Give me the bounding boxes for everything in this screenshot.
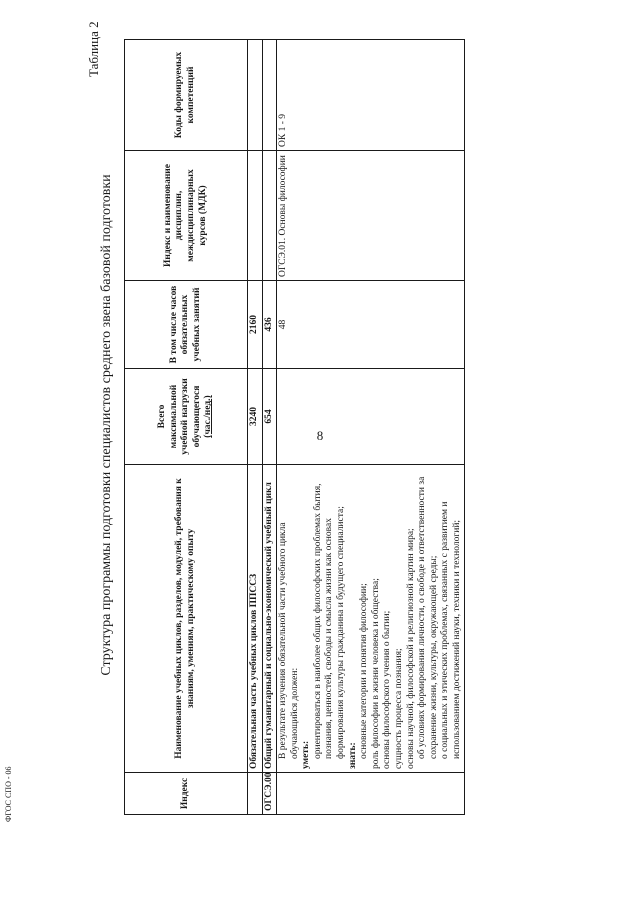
znat-label: знать: — [347, 742, 358, 769]
page-number: 8 — [316, 428, 324, 443]
znat-item: о социальных и этических проблемах, связанных с развитием и использованием достижений науки, техники и технологий; — [440, 501, 462, 759]
cell-ogse-01-discipline: ОГСЭ.01. Основы философии — [277, 151, 465, 281]
cell-ogse-index: ОГСЭ.00 — [262, 773, 277, 815]
table-row-ogse — [262, 40, 277, 815]
header-name: Наименование учебных циклов, разделов, модулей, требования к знаниям, умениям, практическому опыту — [125, 465, 248, 773]
znat-item: об условиях формирования личности, о свободе и ответственности за сохранение жизни, культуры, окружающей среды; — [417, 476, 439, 759]
znat-item: роль философии в жизни человека и общества; — [370, 578, 381, 769]
header-max-load — [125, 369, 248, 465]
document-title: Структура программы подготовки специалистов среднего звена базовой подготовки — [99, 174, 114, 676]
footer-label: ФГОС СПО - 06 — [4, 766, 13, 822]
table-row-ogse-01 — [277, 40, 465, 815]
table-header-row — [125, 40, 248, 815]
znat-item: сущность процесса познания; — [393, 648, 404, 769]
cell-ogse-01-hours: 48 — [277, 281, 465, 369]
cell-empty — [248, 40, 263, 151]
structure-table — [124, 39, 465, 815]
cell-requirements — [277, 465, 465, 773]
umet-label: уметь: — [301, 740, 312, 769]
cell-ogse-01-competences: ОК 1 - 9 — [277, 40, 465, 151]
cell-ogse-max-load: 654 — [262, 369, 277, 465]
cell-empty — [248, 773, 263, 815]
znat-item: основы научной, философской и религиозной картин мира; — [405, 528, 416, 769]
cell-mandatory-part-hours: 2160 — [248, 281, 263, 369]
cell-empty — [262, 151, 277, 281]
cell-mandatory-part-name: Обязательная часть учебных циклов ППССЗ — [248, 465, 263, 773]
table-label: Таблица 2 — [86, 21, 101, 77]
header-max-load-label: Всего максимальной учебной нагрузки обучающегося — [157, 378, 202, 455]
requirements-intro: В результате изучения обязательной части учебного цикла обучающийся должен: — [278, 522, 300, 759]
header-mandatory: В том числе часов обязательных учебных занятий — [125, 281, 248, 369]
cell-empty — [277, 773, 465, 815]
znat-item: основные категории и понятия философии; — [359, 583, 370, 759]
header-index: Индекс — [125, 773, 248, 815]
umet-item: ориентироваться в наиболее общих философских проблемах бытия, познания, ценностей, свободы и смысла жизни как основах формирования культуры гражданина и будущего специалиста; — [312, 483, 347, 759]
cell-empty — [262, 40, 277, 151]
cell-empty — [277, 369, 465, 465]
cell-ogse-hours: 436 — [262, 281, 277, 369]
znat-item: основы философского учения о бытии; — [382, 610, 393, 769]
header-competences: Коды формируемых компетенций — [125, 40, 248, 151]
cell-ogse-name: Общий гуманитарный и социально-экономический учебный цикл — [262, 465, 277, 773]
header-disciplines: Индекс и наименование дисциплин, междисциплинарных курсов (МДК) — [125, 151, 248, 281]
cell-mandatory-part-max-load: 3240 — [248, 369, 263, 465]
table-row-mandatory-part — [248, 40, 263, 815]
header-max-load-unit: (час./нед.) — [203, 395, 214, 438]
cell-empty — [248, 151, 263, 281]
